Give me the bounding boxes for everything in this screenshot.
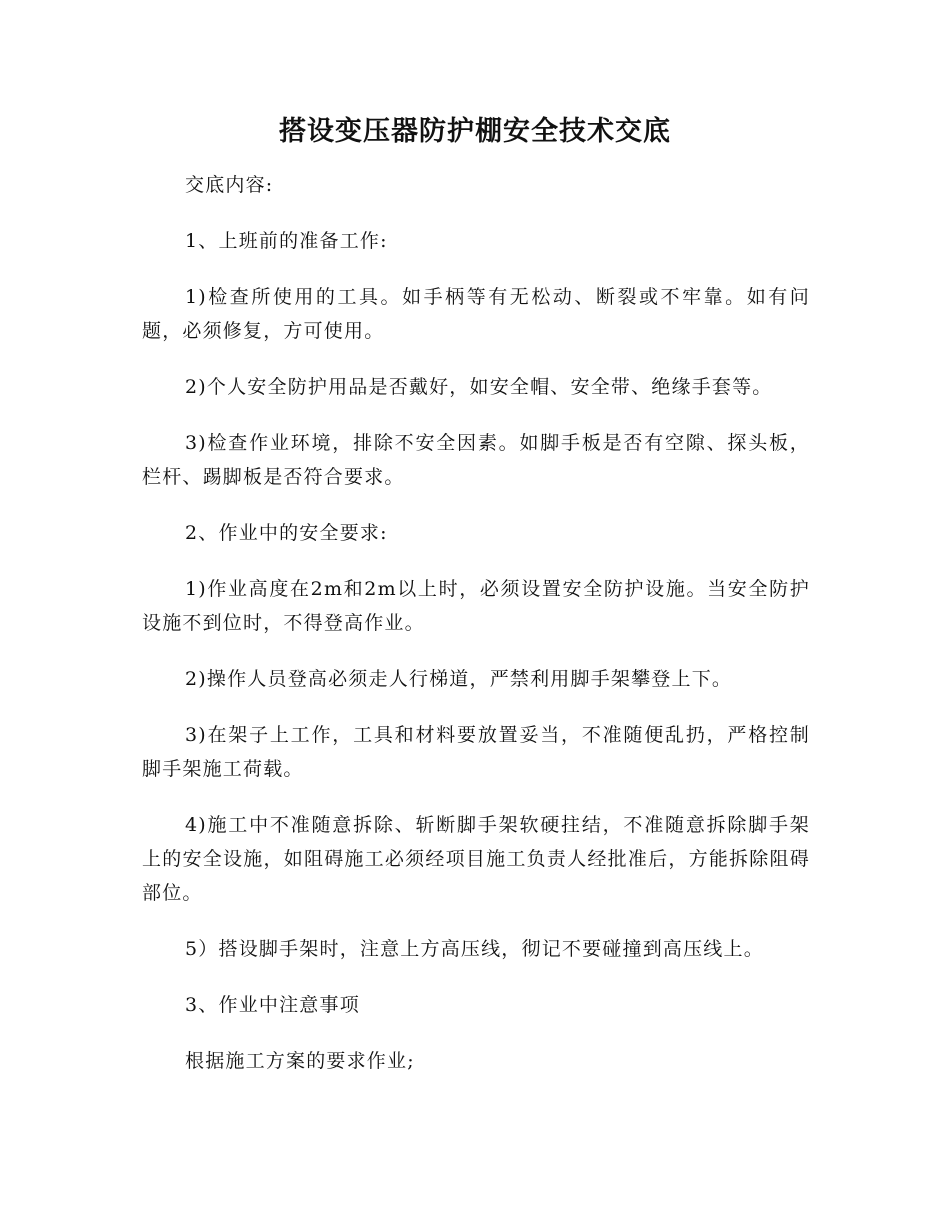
document-body — [142, 168, 810, 1100]
paragraph-2-1: 1)作业高度在2m和2m以上时，必须设置安全防护设施。当安全防护设施不到位时，不得登高作业。 — [142, 578, 810, 634]
paragraph-2-5: 5）搭设脚手架时，注意上方高压线，彻记不要碰撞到高压线上。 — [185, 938, 764, 960]
section-heading-3: 3、作业中注意事项 — [185, 994, 360, 1016]
paragraph-2-2: 2)操作人员登高必须走人行梯道，严禁利用脚手架攀登上下。 — [185, 668, 733, 690]
section-heading-2: 2、作业中的安全要求: — [185, 522, 388, 544]
section-heading-1: 1、上班前的准备工作: — [185, 230, 388, 252]
paragraph-2-3: 3)在架子上工作，工具和材料要放置妥当，不准随便乱扔，严格控制脚手架施工荷载。 — [142, 724, 810, 780]
paragraph-1-3: 3)检查作业环境，排除不安全因素。如脚手板是否有空隙、探头板，栏杆、踢脚板是否符合要求。 — [142, 432, 810, 488]
paragraph-1-1: 1)检查所使用的工具。如手柄等有无松动、断裂或不牢靠。如有问题，必须修复，方可使用。 — [142, 286, 810, 342]
paragraph-2-4: 4)施工中不准随意拆除、斩断脚手架软硬拄结，不准随意拆除脚手架上的安全设施，如阻碍施工必须经项目施工负责人经批准后，方能拆除阻碍部位。 — [142, 814, 810, 904]
paragraph-3-1: 根据施工方案的要求作业; — [185, 1050, 415, 1072]
paragraph-intro: 交底内容: — [185, 174, 274, 196]
document-title: 搭设变压器防护棚安全技术交底 — [279, 116, 671, 147]
paragraph-1-2: 2)个人安全防护用品是否戴好，如安全帽、安全带、绝缘手套等。 — [185, 376, 773, 398]
